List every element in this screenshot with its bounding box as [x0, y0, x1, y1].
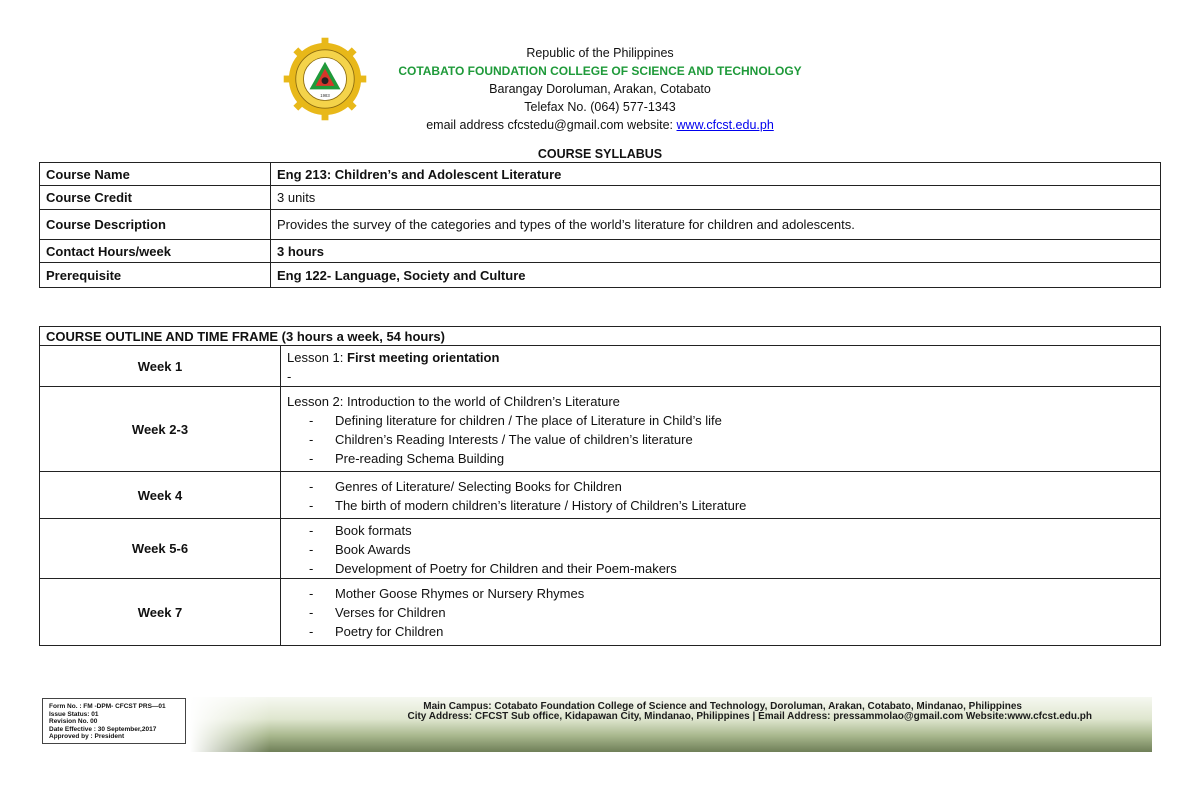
- prerequisite-label: Prerequisite: [40, 263, 271, 288]
- lesson-line: [287, 348, 1154, 367]
- college-name: COTABATO FOUNDATION COLLEGE OF SCIENCE AND TECHNOLOGY: [398, 64, 802, 78]
- list-item-text: Book formats: [335, 523, 412, 538]
- course-credit-value: 3 units: [271, 186, 1161, 210]
- list-item: - Development of Poetry for Children and their Poem-makers: [309, 561, 677, 576]
- list-item-text: Defining literature for children / The place of Literature in Child’s life: [335, 413, 722, 428]
- table-row: [40, 210, 1161, 240]
- table-row: [40, 346, 1161, 387]
- week-label: Week 2-3: [40, 387, 281, 472]
- list-item-text: Development of Poetry for Children and their Poem-makers: [335, 561, 677, 576]
- email-website-line: [380, 116, 820, 134]
- week-label: Week 5-6: [40, 519, 281, 579]
- college-address: Barangay Doroluman, Arakan, Cotabato: [489, 82, 711, 96]
- list-item-text: The birth of modern children’s literature / History of Children’s Literature: [335, 498, 747, 513]
- banner-fade: [190, 697, 270, 752]
- prerequisite-value: Eng 122- Language, Society and Culture: [271, 263, 1161, 288]
- table-row: [40, 240, 1161, 263]
- course-description-value: Provides the survey of the categories and types of the world’s literature for children and adolescents.: [271, 210, 1161, 240]
- trailing-dash: -: [287, 369, 292, 384]
- list-item: - Children’s Reading Interests / The value of children’s literature: [309, 432, 693, 447]
- list-item-text: Poetry for Children: [335, 624, 444, 639]
- lesson-prefix: Lesson 1:: [287, 350, 347, 365]
- week-content: [281, 387, 1161, 472]
- list-item-text: Pre-reading Schema Building: [335, 451, 505, 466]
- list-item: - Poetry for Children: [309, 624, 444, 639]
- course-description-label: Course Description: [40, 210, 271, 240]
- date-effective: Date Effective : 30 September,2017: [49, 725, 157, 733]
- syllabus-title: COURSE SYLLABUS: [537, 147, 663, 161]
- revision-number: Revision No. 00: [49, 718, 98, 725]
- contact-hours-label: Contact Hours/week: [40, 240, 271, 263]
- course-outline-table: [39, 326, 1161, 646]
- table-row: [40, 186, 1161, 210]
- list-item: - Pre-reading Schema Building: [309, 451, 505, 466]
- course-credit-label: Course Credit: [40, 186, 271, 210]
- table-row: [40, 327, 1161, 346]
- course-name-label: Course Name: [40, 163, 271, 186]
- week-content: [281, 346, 1161, 387]
- telefax: Telefax No. (064) 577-1343: [524, 100, 676, 114]
- document-control-box: [42, 698, 186, 744]
- contact-hours-value: 3 hours: [271, 240, 1161, 263]
- list-item: - Defining literature for children / The place of Literature in Child’s life: [309, 413, 722, 428]
- website-link[interactable]: www.cfcst.edu.ph: [676, 118, 774, 132]
- table-row: [40, 579, 1161, 646]
- list-item: - Book Awards: [309, 542, 411, 557]
- city-address-text: City Address: CFCST Sub office, Kidapawan City, Mindanao, Philippines | Email Address: pressammolao@gmail.com Website:www.cfcst.edu.ph: [407, 711, 1092, 722]
- table-row: [40, 472, 1161, 519]
- list-item-text: Mother Goose Rhymes or Nursery Rhymes: [335, 586, 585, 601]
- list-item: - Mother Goose Rhymes or Nursery Rhymes: [309, 586, 585, 601]
- course-info-table: [39, 162, 1161, 288]
- table-row: [40, 263, 1161, 288]
- form-number: Form No. : FM -DPM- CFCST PRS—01: [49, 703, 166, 710]
- list-item: - Verses for Children: [309, 605, 446, 620]
- table-row: [40, 519, 1161, 579]
- letterhead: [380, 44, 820, 134]
- footer-campus-banner: [190, 697, 1152, 752]
- list-item: - The birth of modern children’s literature / History of Children’s Literature: [309, 498, 747, 513]
- college-seal-logo: [282, 36, 368, 122]
- list-item: - Book formats: [309, 523, 412, 538]
- list-item-text: Children’s Reading Interests / The value of children’s literature: [335, 432, 693, 447]
- list-item-text: Verses for Children: [335, 605, 446, 620]
- table-row: [40, 163, 1161, 186]
- outline-heading: COURSE OUTLINE AND TIME FRAME (3 hours a week, 54 hours): [40, 327, 1161, 346]
- email-text: email address cfcstedu@gmail.com website:: [426, 118, 677, 132]
- week-label: Week 1: [40, 346, 281, 387]
- week-content: [281, 519, 1161, 579]
- week-content: [281, 472, 1161, 519]
- week-label: Week 4: [40, 472, 281, 519]
- list-item-text: Book Awards: [335, 542, 411, 557]
- lesson-title: First meeting orientation: [347, 350, 500, 365]
- week-label: Week 7: [40, 579, 281, 646]
- course-name-value: Eng 213: Children’s and Adolescent Literature: [271, 163, 1161, 186]
- republic-line: Republic of the Philippines: [526, 46, 674, 60]
- list-item-text: Genres of Literature/ Selecting Books for Children: [335, 479, 622, 494]
- list-item: - Genres of Literature/ Selecting Books for Children: [309, 479, 622, 494]
- lesson-line: Lesson 2: Introduction to the world of Children’s Literature: [287, 394, 620, 409]
- approved-by: Approved by : President: [49, 733, 125, 740]
- logo-year: 1983: [320, 93, 330, 99]
- table-row: [40, 387, 1161, 472]
- issue-status: Issue Status: 01: [49, 710, 99, 718]
- main-campus-text: Main Campus: Cotabato Foundation College of Science and Technology, Doroluman, Arakan, Cotabato, Mindanao, Philippines: [423, 701, 1022, 712]
- week-content: [281, 579, 1161, 646]
